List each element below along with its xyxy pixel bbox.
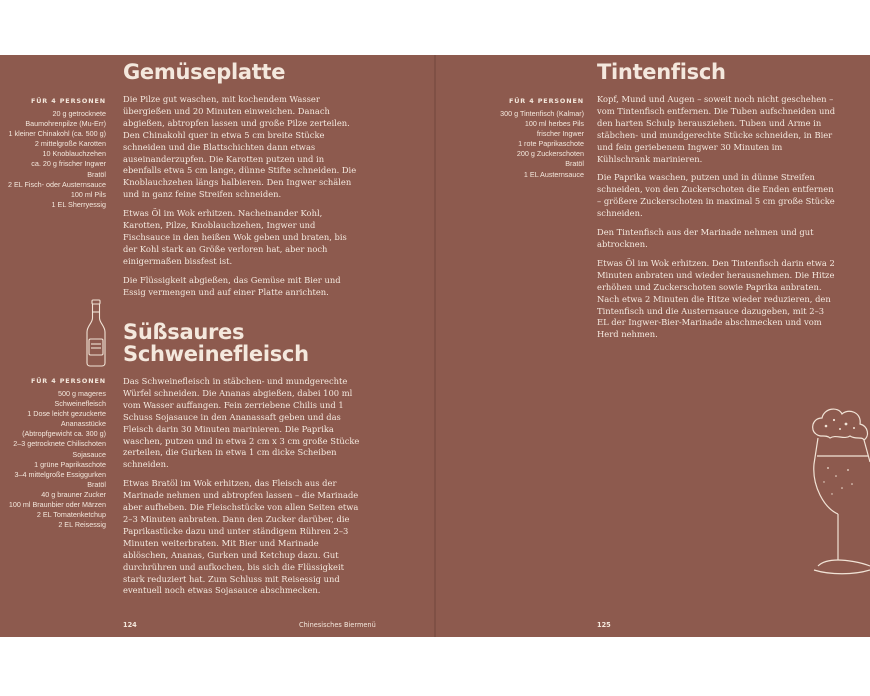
ingredient-item: 300 g Tintenfisch (Kalmar) bbox=[500, 109, 584, 118]
ingredient-item: (Abtropfgewicht ca. 300 g) bbox=[22, 429, 106, 439]
ingredient-item: 200 g Zuckerschoten bbox=[516, 149, 584, 159]
ingredient-item: Ananasstücke bbox=[60, 419, 106, 429]
ingredient-list bbox=[8, 109, 106, 210]
ingredient-item: Sojasauce bbox=[72, 449, 106, 459]
instruction-paragraph: Die Flüssigkeit abgießen, das Gemüse mit Bier und Essig vermengen und auf einer Platte anrichten. bbox=[123, 274, 341, 297]
beer-glass-illustration bbox=[806, 404, 870, 576]
ingredient-item: Bratöl bbox=[87, 169, 106, 179]
instruction-paragraph: Den Tintenfisch aus der Marinade nehmen und gut abtrocknen. bbox=[597, 227, 814, 249]
ingredient-item: 1 EL Austernsauce bbox=[523, 169, 584, 179]
ingredient-item: 40 g brauner Zucker bbox=[41, 489, 106, 499]
instruction-paragraph: Kopf, Mund und Augen – soweit noch nicht geschehen – vom Tintenfisch entfernen. Die Tuben aufschneiden und den harten Schulp herausziehen. Tuben und Arme in stäbchen- und mundgerechte Stücke schneiden, in Bier und fein geriebenem Ingwer 30 Minuten im Kühlschrank marinieren. bbox=[597, 94, 836, 164]
ingredient-item: 20 g getrocknete bbox=[52, 109, 106, 118]
page-number-right: 125 bbox=[597, 621, 611, 629]
ingredient-item: 100 ml Braunbier oder Märzen bbox=[8, 500, 106, 510]
beer-bottle-illustration bbox=[82, 299, 110, 367]
ingredient-item: 2 EL Fisch- oder Austernsauce bbox=[7, 179, 106, 189]
serves-label: FÜR 4 PERSONEN bbox=[508, 97, 584, 105]
ingredient-item: Schweinefleisch bbox=[54, 399, 106, 409]
ingredient-item: 10 Knoblauchzehen bbox=[42, 149, 106, 159]
ingredient-list bbox=[500, 109, 584, 180]
ingredient-item: 1 Dose leicht gezuckerte bbox=[27, 409, 106, 419]
ingredient-item: 1 EL Sherryessig bbox=[51, 199, 106, 209]
ingredient-list bbox=[9, 389, 106, 530]
ingredient-item: 2–3 getrocknete Chilischoten bbox=[13, 439, 106, 449]
ingredient-item: 100 ml Pils bbox=[70, 189, 106, 199]
ingredient-item: ca. 20 g frischer Ingwer bbox=[31, 159, 106, 169]
instruction-paragraph: Etwas Bratöl im Wok erhitzen, das Fleisch aus der Marinade nehmen und abtropfen lassen – die Marinade aber aufheben. Die Fleischstücke von allen Seiten etwa 2–3 Minuten anbraten. Dann den Zucker darüber, die Paprikastücke dazu und unter ständigem Rühren 2–3 Minuten weiterbraten. Mit Bier und Marinade ablöschen, Ananas, Gurken und Ketchup dazu. Gut durchrühren und aufkochen, bis sich die Flüssigkeit stark reduziert hat. Zum Schluss mit Reisessig und eventuell noch etwas Sojasauce abschmecken. bbox=[123, 478, 359, 596]
ingredient-item: 100 ml herbes Pils bbox=[524, 119, 584, 129]
ingredient-item: 1 grüne Paprikaschote bbox=[34, 459, 106, 469]
instruction-paragraph: Etwas Öl im Wok erhitzen. Nacheinander Kohl, Karotten, Pilze, Knoblauchzehen, Ingwer und Fischsauce in den heißen Wok geben und braten, bis der Kohl stark an Größe verloren hat, aber noch einigermaßen bissfest ist. bbox=[123, 208, 347, 266]
ingredient-item: 2 EL Tomatenketchup bbox=[36, 510, 106, 520]
ingredient-item: 2 EL Reisessig bbox=[58, 520, 106, 530]
page-number-left: 124 bbox=[123, 621, 137, 629]
ingredient-item: 500 g mageres bbox=[58, 389, 106, 398]
ingredient-item: Bratöl bbox=[565, 159, 584, 169]
page-gutter bbox=[434, 55, 436, 637]
recipe-title-suesssaures-schweinefleisch bbox=[123, 321, 309, 365]
chapter-title-footer: Chinesisches Biermenü bbox=[299, 621, 376, 629]
recipe-title-gemueseplatte: Gemüseplatte bbox=[123, 60, 286, 84]
ingredient-item: 1 kleiner Chinakohl (ca. 500 g) bbox=[8, 129, 106, 139]
instruction-paragraph: Etwas Öl im Wok erhitzen. Den Tintenfisch darin etwa 2 Minuten anbraten und wieder herausnehmen. Die Hitze erhöhen und Zuckerschoten sowie Paprika anbraten. Nach etwa 2 Minuten die Hitze wieder reduzieren, den Tintenfisch und die Austernsauce dazugeben, mit 2–3 EL der Ingwer-Bier-Marinade abschmecken und vom Herd nehmen. bbox=[597, 257, 835, 340]
ingredient-item: Baumohrenpilze (Mu-Err) bbox=[25, 119, 106, 129]
instructions-tintenfisch bbox=[597, 94, 837, 348]
recipe-title-tintenfisch: Tintenfisch bbox=[597, 60, 726, 84]
instructions-schweinefleisch bbox=[123, 376, 361, 604]
instruction-paragraph: Die Paprika waschen, putzen und in dünne Streifen schneiden, von den Zuckerschoten die Enden entfernen – größere Zuckerschoten in maximal 5 cm große Stücke schneiden. bbox=[597, 172, 835, 219]
ingredient-item: 2 mittelgroße Karotten bbox=[34, 139, 106, 149]
ingredient-item: frischer Ingwer bbox=[536, 129, 584, 139]
title-line-1: Süßsaures bbox=[123, 320, 245, 344]
ingredient-item: 1 rote Paprikaschote bbox=[518, 139, 584, 149]
serves-label: FÜR 4 PERSONEN bbox=[30, 377, 106, 385]
instruction-paragraph: Das Schweinefleisch in stäbchen- und mundgerechte Würfel schneiden. Die Ananas abgießen, dabei 100 ml vom Wasser auffangen. Fein zerriebene Chilis und 1 Schuss Sojasauce in den Ananassaft geben und das Fleisch darin 30 Minuten marinieren. Die Paprika waschen, putzen und in etwa 2 cm x 3 cm große Stücke zerteilen, die Gurken in etwa 1 cm dicke Scheiben schneiden. bbox=[123, 376, 360, 470]
instruction-paragraph: Die Pilze gut waschen, mit kochendem Wasser übergießen und 20 Minuten einweichen. Danach abgießen, abtropfen lassen und große Pilze zerteilen. Den Chinakohl quer in etwa 5 cm breite Stücke schneiden und die Blattschichten dann etwas auseinanderzupfen. Die Karotten putzen und in ebenfalls etwa 5 cm lange, dünne Stifte schneiden. Die Knoblauchzehen längs halbieren. Den Ingwer schälen und in ganz feine Streifen schneiden. bbox=[123, 94, 357, 200]
instructions-gemueseplatte bbox=[123, 94, 361, 306]
ingredient-item: Bratöl bbox=[87, 479, 106, 489]
serves-label: FÜR 4 PERSONEN bbox=[30, 97, 106, 105]
title-line-2: Schweinefleisch bbox=[123, 342, 309, 366]
ingredient-item: 3–4 mittelgroße Essiggurken bbox=[14, 469, 106, 479]
